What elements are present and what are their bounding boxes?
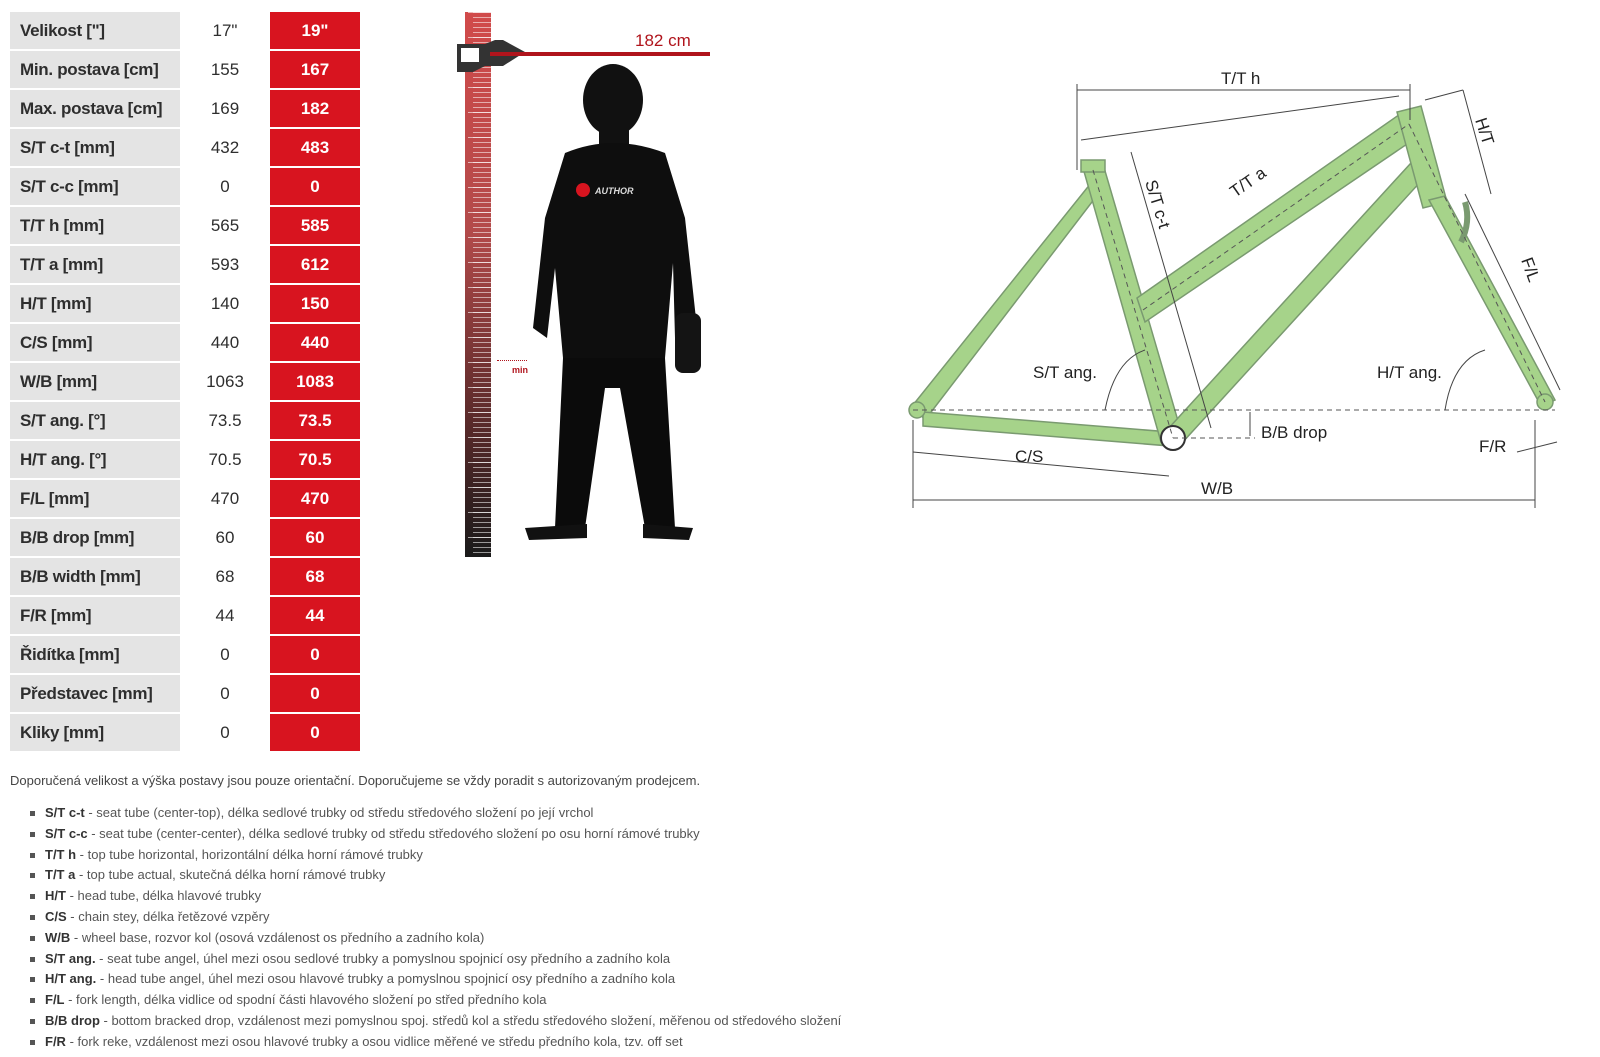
label-wb: W/B — [1201, 479, 1234, 498]
size-19-value: 60 — [270, 519, 360, 558]
geometry-row — [10, 363, 360, 402]
legend-item — [30, 969, 841, 990]
size-17-value: 60 — [180, 519, 270, 558]
geometry-label: F/L [mm] — [10, 480, 180, 519]
legend-text: - fork length, délka vidlice od spodní části hlavového složení po střed předního kola — [64, 992, 547, 1008]
size-17-value: 0 — [180, 675, 270, 714]
size-19-value: 19" — [270, 12, 360, 51]
legend-text: - chain stey, délka řetězové vzpěry — [66, 908, 270, 924]
size-19-value: 612 — [270, 246, 360, 285]
legend-text: - top tube actual, skutečná délka horní rámové trubky — [75, 867, 386, 883]
label-ht-ang: H/T ang. — [1377, 363, 1442, 382]
size-19-value: 68 — [270, 558, 360, 597]
geometry-row — [10, 558, 360, 597]
sizing-note: Doporučená velikost a výška postavy jsou pouze orientační. Doporučujeme se vždy poradit s autorizovaným prodejcem. — [10, 773, 701, 788]
legend-text: - bottom bracked drop, vzdálenost mezi pomyslnou spoj. středů kol a středu středového složení, měřenou od středového složení — [99, 1012, 842, 1028]
size-19-value: 73.5 — [270, 402, 360, 441]
size-17-value: 70.5 — [180, 441, 270, 480]
label-fl: F/L — [1517, 254, 1544, 285]
legend-item — [30, 865, 841, 886]
max-height-bar — [490, 52, 710, 56]
geometry-label: T/T a [mm] — [10, 246, 180, 285]
legend-abbr: H/T — [45, 888, 66, 904]
geometry-row — [10, 207, 360, 246]
legend-item — [30, 990, 841, 1011]
min-height-label: min — [512, 365, 529, 375]
size-19-value: 0 — [270, 168, 360, 207]
legend-abbr: T/T h — [45, 846, 77, 862]
legend-abbr: C/S — [45, 908, 67, 924]
max-height-label: 182 cm — [635, 31, 691, 50]
legend-item — [30, 949, 841, 970]
label-ht: H/T — [1471, 115, 1498, 148]
legend-text: - seat tube (center-center), délka sedlové trubky od středu středového složení po osu horní rámové trubky — [87, 825, 700, 841]
size-19-value: 585 — [270, 207, 360, 246]
geometry-row — [10, 246, 360, 285]
geometry-label: Velikost ["] — [10, 12, 180, 51]
geometry-row — [10, 51, 360, 90]
geometry-label: S/T c-t [mm] — [10, 129, 180, 168]
legend-text: - seat tube angel, úhel mezi osou sedlové trubky a pomyslnou spojnicí osy předního a zadního kola — [95, 950, 671, 966]
min-height-line — [497, 360, 527, 361]
size-17-value: 73.5 — [180, 402, 270, 441]
label-tt-a: T/T a — [1226, 163, 1270, 202]
abbreviation-legend — [30, 803, 841, 1053]
geometry-label: Představec [mm] — [10, 675, 180, 714]
size-19-value: 483 — [270, 129, 360, 168]
geometry-label: S/T ang. [°] — [10, 402, 180, 441]
legend-text: - seat tube (center-top), délka sedlové trubky od středu středového složení po její vrchol — [84, 805, 594, 820]
legend-item — [30, 1011, 841, 1032]
geometry-row — [10, 714, 360, 753]
legend-text: - top tube horizontal, horizontální délka horní rámové trubky — [76, 846, 423, 862]
height-ruler — [465, 12, 491, 557]
geometry-label: B/B drop [mm] — [10, 519, 180, 558]
size-17-value: 440 — [180, 324, 270, 363]
legend-abbr: H/T ang. — [45, 971, 97, 987]
geometry-label: S/T c-c [mm] — [10, 168, 180, 207]
size-19-value: 470 — [270, 480, 360, 519]
size-17-value: 169 — [180, 90, 270, 129]
size-19-value: 150 — [270, 285, 360, 324]
legend-item — [30, 845, 841, 866]
geometry-label: T/T h [mm] — [10, 207, 180, 246]
size-17-value: 68 — [180, 558, 270, 597]
legend-text: - head tube, délka hlavové trubky — [65, 888, 262, 904]
size-19-value: 440 — [270, 324, 360, 363]
legend-text: - head tube angel, úhel mezi osou hlavové trubky a pomyslnou spojnicí osy předního a zadního kola — [96, 971, 676, 987]
legend-item — [30, 928, 841, 949]
frame-geometry-diagram — [905, 60, 1595, 530]
rider-silhouette — [525, 58, 725, 553]
geometry-label: H/T [mm] — [10, 285, 180, 324]
geometry-row — [10, 90, 360, 129]
legend-abbr: F/R — [45, 1033, 66, 1049]
size-19-value: 0 — [270, 714, 360, 753]
size-19-value: 0 — [270, 675, 360, 714]
geometry-label: Min. postava [cm] — [10, 51, 180, 90]
legend-item — [30, 1032, 841, 1053]
label-bb-drop: B/B drop — [1261, 423, 1328, 442]
geometry-row — [10, 597, 360, 636]
size-17-value: 470 — [180, 480, 270, 519]
geometry-row — [10, 636, 360, 675]
legend-item — [30, 803, 841, 824]
size-17-value: 1063 — [180, 363, 270, 402]
size-17-value: 0 — [180, 714, 270, 753]
head-marker-icon — [455, 40, 525, 74]
geometry-label: H/T ang. [°] — [10, 441, 180, 480]
legend-item — [30, 824, 841, 845]
label-fr: F/R — [1479, 437, 1507, 456]
legend-text: - fork reke, vzdálenost mezi osou hlavové trubky a osou vidlice měřené ve středu předního kola, tzv. off set — [65, 1033, 683, 1049]
size-17-value: 0 — [180, 168, 270, 207]
geometry-label: C/S [mm] — [10, 324, 180, 363]
geometry-row — [10, 12, 360, 51]
size-17-value: 17" — [180, 12, 270, 51]
geometry-row — [10, 168, 360, 207]
geometry-row — [10, 675, 360, 714]
geometry-label: W/B [mm] — [10, 363, 180, 402]
legend-item — [30, 886, 841, 907]
geometry-row — [10, 129, 360, 168]
legend-abbr: S/T c-c — [45, 825, 88, 841]
size-19-value: 1083 — [270, 363, 360, 402]
label-tt-h: T/T h — [1221, 69, 1261, 88]
geometry-row — [10, 402, 360, 441]
size-19-value: 0 — [270, 636, 360, 675]
size-17-value: 140 — [180, 285, 270, 324]
size-17-value: 432 — [180, 129, 270, 168]
legend-abbr: W/B — [45, 929, 71, 945]
geometry-label: Max. postava [cm] — [10, 90, 180, 129]
legend-abbr: F/L — [45, 992, 65, 1008]
legend-abbr: S/T c-t — [45, 805, 85, 820]
label-cs: C/S — [1015, 447, 1044, 466]
brand-logo-icon — [576, 183, 590, 197]
label-st-ang: S/T ang. — [1033, 363, 1097, 382]
label-st-ct: S/T c-t — [1141, 177, 1174, 231]
geometry-row — [10, 480, 360, 519]
geometry-label: F/R [mm] — [10, 597, 180, 636]
size-17-value: 0 — [180, 636, 270, 675]
legend-item — [30, 907, 841, 928]
geometry-row — [10, 441, 360, 480]
geometry-row — [10, 285, 360, 324]
geometry-label: Řidítka [mm] — [10, 636, 180, 675]
size-17-value: 155 — [180, 51, 270, 90]
legend-abbr: T/T a — [45, 867, 76, 883]
size-17-value: 44 — [180, 597, 270, 636]
geometry-row — [10, 519, 360, 558]
size-19-value: 167 — [270, 51, 360, 90]
size-17-value: 593 — [180, 246, 270, 285]
size-19-value: 182 — [270, 90, 360, 129]
geometry-table — [10, 12, 360, 753]
brand-logo-text: AUTHOR — [595, 186, 634, 196]
size-19-value: 70.5 — [270, 441, 360, 480]
legend-abbr: S/T ang. — [45, 950, 96, 966]
legend-abbr: B/B drop — [45, 1012, 100, 1028]
geometry-label: B/B width [mm] — [10, 558, 180, 597]
size-17-value: 565 — [180, 207, 270, 246]
size-19-value: 44 — [270, 597, 360, 636]
geometry-row — [10, 324, 360, 363]
legend-text: - wheel base, rozvor kol (osová vzdálenost os předního a zadního kola) — [70, 929, 485, 945]
geometry-label: Kliky [mm] — [10, 714, 180, 753]
